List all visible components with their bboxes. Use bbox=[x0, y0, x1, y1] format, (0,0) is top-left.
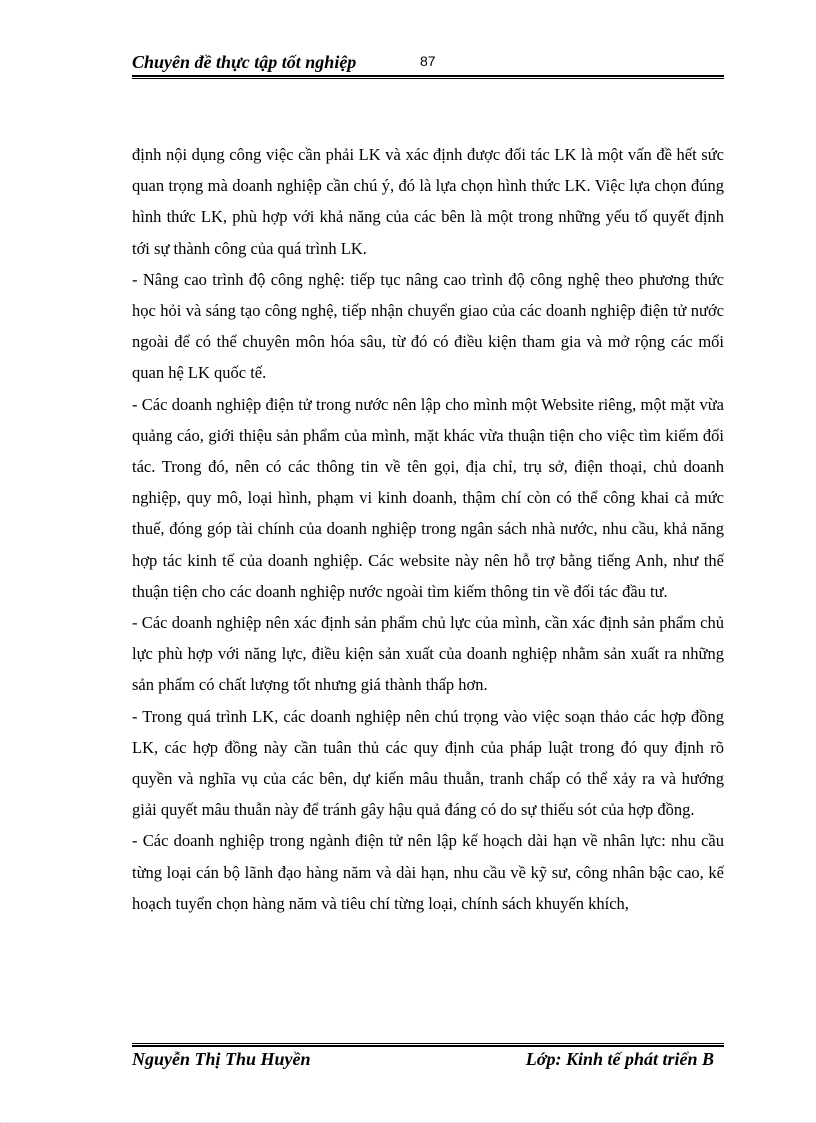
paragraph-4: - Các doanh nghiệp nên xác định sản phẩm chủ lực của mình, cần xác định sản phẩm chủ lực phù hợp với năng lực, điều kiện sản xuất của doanh nghiệp nhằm sản xuất ra những sản phẩm có chất lượng tốt nhưng giá thành thấp hơn. bbox=[132, 613, 724, 695]
header-title: Chuyên đề thực tập tốt nghiệp bbox=[132, 52, 357, 72]
footer-rule bbox=[132, 1043, 724, 1047]
page-footer bbox=[132, 1049, 724, 1075]
paragraph-3: - Các doanh nghiệp điện tử trong nước nên lập cho mình một Website riêng, một mặt vừa quảng cáo, giới thiệu sản phẩm của mình, mặt khác vừa thuận tiện cho việc tìm kiếm đối tác. Trong đó, nên có các thông tin về tên gọi, địa chỉ, trụ sở, điện thoại, chủ doanh nghiệp, quy mô, loại hình, phạm vi kinh doanh, thậm chí còn có thể công khai cả mức thuế, đóng góp tài chính của doanh nghiệp trong ngân sách nhà nước, nhu cầu, khả năng hợp tác kinh tế của doanh nghiệp. Các website này nên hỗ trợ bằng tiếng Anh, như thế thuận tiện cho các doanh nghiệp nước ngoài tìm kiếm thông tin về đối tác đầu tư. bbox=[132, 394, 724, 601]
footer-class: Lớp: Kinh tế phát triển B bbox=[525, 1049, 714, 1069]
footer-author: Nguyễn Thị Thu Huyền bbox=[132, 1049, 311, 1069]
page-number: 87 bbox=[420, 53, 436, 69]
paragraph-6: - Các doanh nghiệp trong ngành điện tử nên lập kế hoạch dài hạn về nhân lực: nhu cầu từng loại cán bộ lãnh đạo hàng năm và dài hạn, nhu cầu về kỹ sư, công nhân bậc cao, kế hoạch tuyển chọn hàng năm và tiêu chí từng loại, chính sách khuyến khích, bbox=[132, 831, 724, 913]
header-rule bbox=[132, 75, 724, 79]
page-header bbox=[132, 52, 724, 76]
paragraph-5: - Trong quá trình LK, các doanh nghiệp nên chú trọng vào việc soạn thảo các hợp đồng LK, các hợp đồng này cần tuân thủ các quy định của pháp luật trong đó quy định rõ quyền và nghĩa vụ của các bên, dự kiến mâu thuẫn, tranh chấp có thể xảy ra và hướng giải quyết mâu thuẫn này để tránh gây hậu quả đáng có do sự thiếu sót của hợp đồng. bbox=[132, 706, 724, 820]
body-text bbox=[132, 139, 724, 919]
paragraph-2: - Nâng cao trình độ công nghệ: tiếp tục nâng cao trình độ công nghệ theo phương thức học hỏi và sáng tạo công nghệ, tiếp nhận chuyển giao của các doanh nghiệp điện tử nước ngoài để có thể chuyên môn hóa sâu, từ đó có điều kiện tham gia và mở rộng các mối quan hệ LK quốc tế. bbox=[132, 269, 724, 383]
paragraph-1: định nội dụng công việc cần phải LK và xác định được đối tác LK là một vấn đề hết sức quan trọng mà doanh nghiệp cần chú ý, đó là lựa chọn hình thức LK. Việc lựa chọn đúng hình thức LK, phù hợp với khả năng của các bên là một trong những yếu tố quyết định tới sự thành công của quá trình LK. bbox=[132, 145, 724, 258]
